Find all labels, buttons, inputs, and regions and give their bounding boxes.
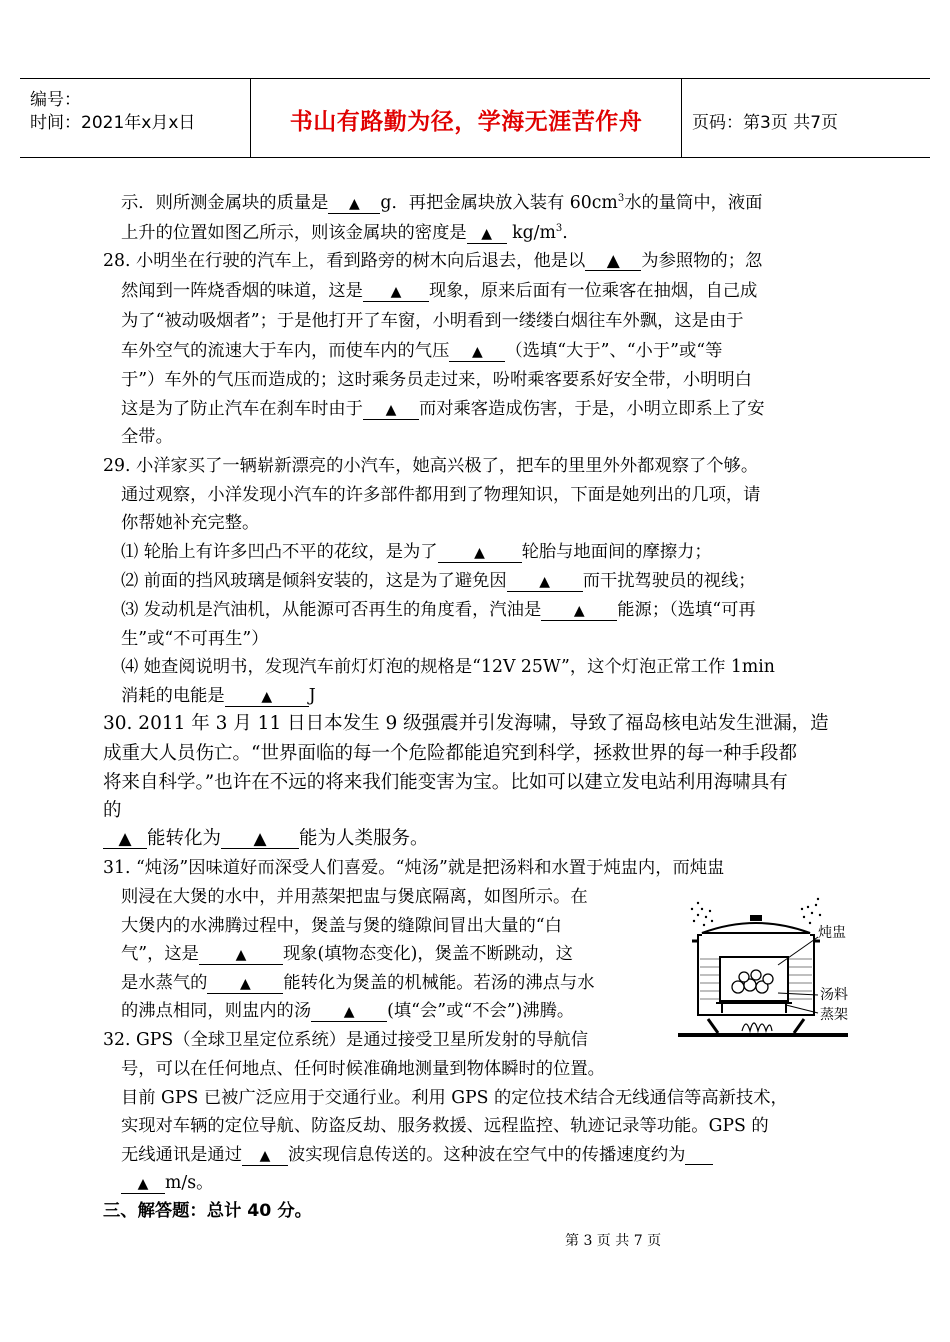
text-line: 的: [103, 800, 122, 821]
motto: 书山有路勤为径，学海无涯苦作舟: [289, 109, 643, 135]
text-line: 示．则所测金属块的质量是 ▲ g．再把金属块放入装有 $60cm^3$水的量筒中，液面: [121, 193, 763, 213]
text-line: 生”或“不可再生”）: [121, 629, 269, 649]
question-28: 28. 小明坐在行驶的汽车上，看到路旁的树木向后退去，他是以 ▲ 为参照物的；忽: [103, 251, 763, 271]
page-label: 页码：第3页 共7页: [692, 113, 839, 133]
text-line: 实现对车辆的定位导航、防盗反劫、服务救援、远程监控、轨迹记录等功能。GPS 的: [121, 1116, 769, 1136]
text-line: ▲ m/s。: [121, 1172, 213, 1194]
steam-dots: [691, 898, 821, 926]
text-line: 目前 GPS 已被广泛应用于交通行业。利用 GPS 的定位技术结合无线通信等高新技术，: [121, 1088, 788, 1108]
text-line: 为了“被动吸烟者”；于是他打开了车窗，小明看到一缕缕白烟往车外飘，这是由于: [121, 311, 744, 331]
text-line: 于”）车外的气压而造成的；这时乘务员走过来，吩咐乘客要系好安全带，小明明白: [121, 370, 752, 390]
text-line: 是水蒸气的 ▲ 能转化为煲盖的机械能。若汤的沸点与水: [121, 973, 595, 993]
question-32: 32. GPS（全球卫星定位系统）是通过接受卫星所发射的导航信: [103, 1030, 588, 1050]
text-line: 上升的位置如图乙所示，则该金属块的密度是 ▲ $kg/m^3$.: [121, 223, 568, 243]
text-line: 则浸在大煲的水中，并用蒸架把盅与煲底隔离，如图所示。在: [121, 887, 588, 907]
text-line: 气”，这是 ▲ 现象(填物态变化)，煲盖不断跳动，这: [121, 944, 573, 964]
text-line: ⑴ 轮胎上有许多凹凸不平的花纹，是为了 ▲ 轮胎与地面间的摩擦力；: [121, 542, 712, 562]
text-line: 通过观察，小洋发现小汽车的许多部件都用到了物理知识，下面是她列出的几项，请: [121, 485, 761, 505]
question-31: 31. “炖汤”因味道好而深受人们喜爱。“炖汤”就是把汤料和水置于炖盅内，而炖盅: [103, 858, 725, 878]
text-line: 这是为了防止汽车在刹车时由于 ▲ 而对乘客造成伤害，于是，小明立即系上了安: [121, 399, 765, 419]
label-rack: 蒸架: [820, 1007, 848, 1023]
text-line: ⑵ 前面的挡风玻璃是倾斜安装的，这是为了避免因 ▲ 而干扰驾驶员的视线；: [121, 571, 756, 591]
stew-pot-figure: [668, 895, 858, 1045]
text-line: ▲ 能转化为 ▲ 能为人类服务。: [103, 828, 429, 850]
number-label: 编号：: [30, 90, 81, 110]
page-footer: 第 3 页 共 7 页: [565, 1233, 662, 1249]
text-line: ⑷ 她查阅说明书，发现汽车前灯灯泡的规格是“12V 25W”，这个灯泡正常工作 1min: [121, 657, 775, 677]
text-line: 将来自科学。”也许在不远的将来我们能变害为宝。比如可以建立发电站利用海啸具有: [103, 772, 788, 793]
text-line: 然闻到一阵烧香烟的味道，这是 ▲ 现象，原来后面有一位乘客在抽烟，自己成: [121, 281, 758, 301]
label-lid: 炖盅: [818, 925, 846, 941]
text-line: 你帮她补充完整。: [121, 513, 260, 533]
header-motto-cell: [251, 79, 682, 157]
stew-pot-diagram: [668, 895, 858, 1045]
text-line: 全带。: [121, 427, 173, 447]
blank-marker: ▲: [349, 196, 360, 212]
text-line: ⑶ 发动机是汽油机，从能源可否再生的角度看，汽油是 ▲ 能源；（选填“可再: [121, 600, 756, 620]
section-heading: 三、解答题：总计 40 分。: [103, 1201, 312, 1221]
text-line: 车外空气的流速大于车内，而使车内的气压 ▲ （选填“大于”、“小于”或“等: [121, 341, 723, 361]
question-29: 29. 小洋家买了一辆崭新漂亮的小汽车，她高兴极了，把车的里里外外都观察了个够。: [103, 456, 759, 476]
header-page-cell: [682, 79, 930, 157]
text-line: 消耗的电能是 ▲ J: [121, 686, 316, 706]
text-line: 大煲内的水沸腾过程中，煲盖与煲的缝隙间冒出大量的“白: [121, 916, 562, 936]
page-header: [20, 78, 930, 158]
text-line: 成重大人员伤亡。“世界面临的每一个危险都能追究到科学，拯救世界的每一种手段都: [103, 743, 797, 764]
label-soup: 汤料: [820, 987, 848, 1003]
text-line: 无线通讯是通过 ▲ 波实现信息传送的。这种波在空气中的传播速度约为: [121, 1144, 713, 1166]
time-label: 时间：2021年x月x日: [30, 113, 196, 133]
question-30: 30. 2011 年 3 月 11 日日本发生 9 级强震并引发海啸，导致了福岛核电站发生泄漏，造: [103, 713, 829, 734]
header-info-cell: [20, 79, 251, 157]
text-line: 的沸点相同，则盅内的汤 ▲ (填“会”或“不会”)沸腾。: [121, 1001, 575, 1021]
text-line: 号，可以在任何地点、任何时候准确地测量到物体瞬时的位置。: [121, 1059, 605, 1079]
